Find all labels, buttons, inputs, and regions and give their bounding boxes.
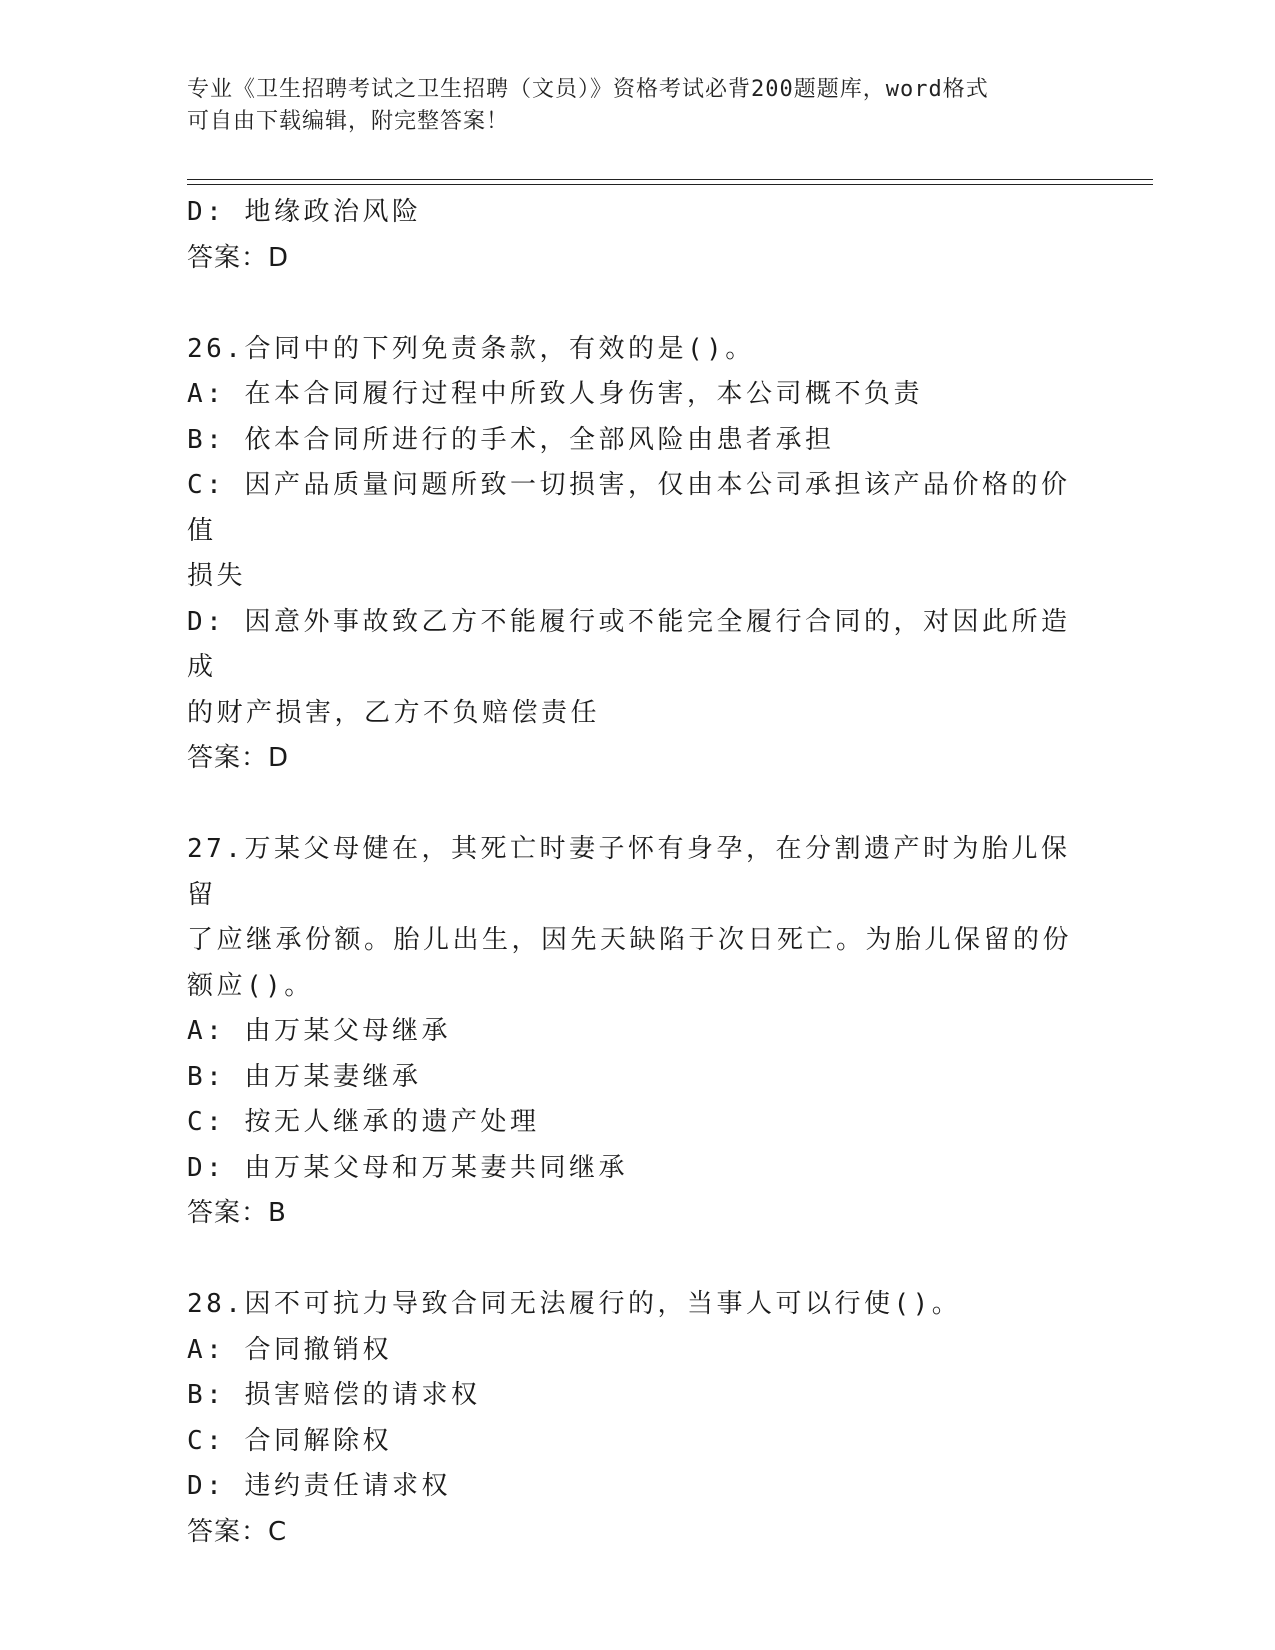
option-c: C: 按无人继承的遗产处理 [187,1107,540,1137]
option-d: D: 违约责任请求权 [187,1471,451,1501]
option-b: B: 由万某妻继承 [187,1061,422,1092]
option-d: D: 地缘政治风险 [187,197,422,227]
page-header [187,74,1067,138]
partial-question [187,190,1087,281]
spacer [187,782,1087,828]
option-d: D: 由万某父母和万某妻共同继承 [187,1152,628,1183]
question-stem-continued: 了应继承份额。胎儿出生，因先天缺陷于次日死亡。为胎儿保留的份 [187,925,1073,955]
option-b: B: 损害赔偿的请求权 [187,1380,481,1410]
header-line-2: 可自由下载编辑，附完整答案！ [187,109,510,134]
answer-line: 答案：D [187,242,290,273]
answer-line: 答案：B [187,1198,287,1228]
question-content [187,190,1087,1555]
option-c-continued: 损失 [187,561,247,591]
option-b: B: 依本合同所进行的手术，全部风险由患者承担 [187,424,835,455]
option-a: A: 在本合同履行过程中所致人身伤害，本公司概不负责 [187,379,923,409]
option-c: C: 合同解除权 [187,1425,392,1456]
question-26 [187,327,1087,782]
option-d-continued: 的财产损害，乙方不负赔偿责任 [187,697,601,728]
question-28 [187,1282,1087,1555]
header-line-1: 专业《卫生招聘考试之卫生招聘（文员）》资格考试必背200题题库，word格式 [187,77,989,102]
spacer [187,281,1087,327]
spacer [187,1237,1087,1283]
answer-line: 答案：D [187,743,290,773]
header-divider-top [187,179,1153,180]
question-27 [187,827,1087,1237]
question-stem: 27.万某父母健在，其死亡时妻子怀有身孕，在分割遗产时为胎儿保留 [187,834,1071,910]
option-d: D: 因意外事故致乙方不能履行或不能完全履行合同的，对因此所造成 [187,606,1071,682]
header-divider-bottom [187,184,1153,185]
question-stem-continued: 额应()。 [187,970,314,1001]
question-stem: 26.合同中的下列免责条款，有效的是()。 [187,333,755,364]
question-stem: 28.因不可抗力导致合同无法履行的，当事人可以行使()。 [187,1289,962,1319]
option-a: A: 合同撤销权 [187,1334,392,1365]
answer-line: 答案：C [187,1516,288,1547]
option-c: C: 因产品质量问题所致一切损害，仅由本公司承担该产品价格的价值 [187,470,1071,546]
option-a: A: 由万某父母继承 [187,1016,451,1046]
